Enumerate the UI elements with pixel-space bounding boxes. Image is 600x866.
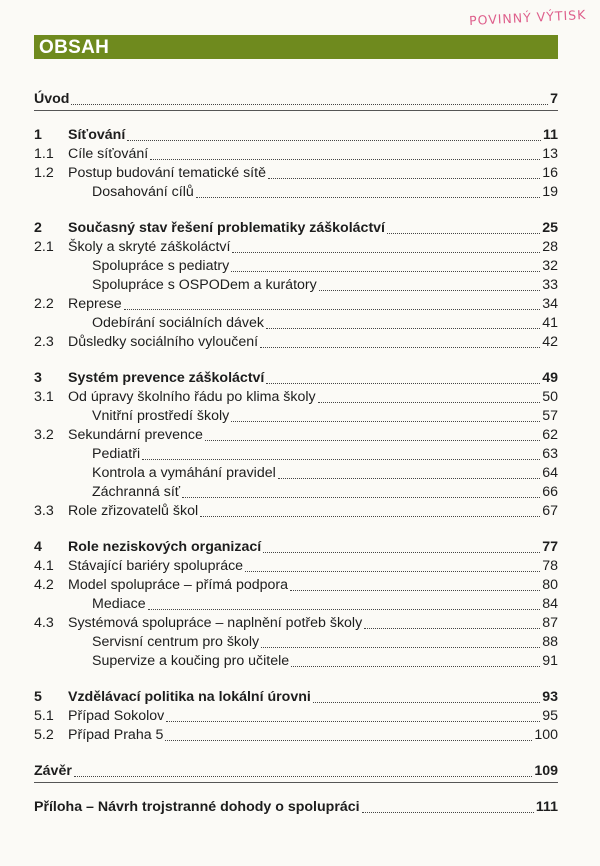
toc-page: 111 [535,799,558,815]
toc-title: Síťování [68,127,126,143]
toc-title: Případ Praha 5 [68,727,164,743]
toc-subentry[interactable] [34,633,558,652]
toc-page: 77 [542,539,558,555]
toc-title: Od úpravy školního řádu po klima školy [68,389,316,405]
toc-entry-4-3[interactable] [34,614,558,633]
toc-title: Vnitřní prostředí školy [92,408,230,424]
toc-entry-zaver[interactable] [34,762,558,781]
toc-title: Vzdělávací politika na lokální úrovni [68,689,311,705]
toc-page: 64 [542,465,558,481]
leader-dots [291,666,540,667]
leader-dots [318,402,541,403]
toc-subentry[interactable] [34,276,558,295]
toc-number: 4 [34,539,42,555]
toc-page: 93 [542,689,558,705]
toc-entry-3-3[interactable] [34,502,558,521]
toc-title: Mediace [92,596,146,612]
leader-dots [290,590,540,591]
toc-title: Současný stav řešení problematiky záškoláctví [68,220,386,236]
toc-page: 78 [542,558,558,574]
toc-number: 3.3 [34,503,54,519]
contents-title: OBSAH [39,37,110,58]
toc-page: 28 [542,239,558,255]
toc-page: 11 [543,127,558,143]
toc-title: Sekundární prevence [68,427,203,443]
table-of-contents [34,90,558,817]
toc-entry-2-3[interactable] [34,333,558,352]
toc-page: 33 [542,277,558,293]
toc-entry-chapter-5[interactable] [34,688,558,707]
toc-subentry[interactable] [34,257,558,276]
leader-dots [127,140,541,141]
toc-entry-2-1[interactable] [34,238,558,257]
toc-page: 57 [542,408,558,424]
leader-dots [200,516,540,517]
toc-entry-chapter-1[interactable] [34,126,558,145]
toc-page: 49 [542,370,558,386]
toc-subentry[interactable] [34,183,558,202]
toc-title: Školy a skryté záškoláctví [68,239,231,255]
toc-page: 7 [550,91,558,107]
leader-dots [362,812,534,813]
toc-number: 4.2 [34,577,54,593]
toc-entry-5-2[interactable] [34,726,558,745]
leader-dots [319,290,540,291]
leader-dots [261,647,540,648]
leader-dots [387,233,540,234]
toc-number: 5.1 [34,708,54,724]
toc-title: Systém prevence záškoláctví [68,370,265,386]
toc-title: Pediatři [92,446,141,462]
leader-dots [278,478,540,479]
toc-entry-uvod[interactable] [34,90,558,109]
toc-title: Spolupráce s pediatry [92,258,230,274]
toc-entry-1-2[interactable] [34,164,558,183]
toc-page: 42 [542,334,558,350]
toc-page: 95 [542,708,558,724]
toc-page: 34 [542,296,558,312]
toc-title: Spolupráce s OSPODem a kurátory [92,277,317,293]
toc-number: 4.1 [34,558,54,574]
toc-page: 80 [542,577,558,593]
toc-title: Důsledky sociálního vyloučení [68,334,259,350]
toc-number: 4.3 [34,615,54,631]
toc-title: Systémová spolupráce – naplnění potřeb školy [68,615,363,631]
toc-number: 3 [34,370,42,386]
toc-entry-4-1[interactable] [34,557,558,576]
toc-page: 91 [542,653,558,669]
toc-page: 87 [542,615,558,631]
toc-page: 19 [542,184,558,200]
toc-number: 2.1 [34,239,54,255]
leader-dots [231,421,540,422]
toc-subentry[interactable] [34,652,558,671]
toc-entry-priloha[interactable] [34,798,558,817]
leader-dots [205,440,540,441]
stamp: POVINNÝ VÝTISK [468,6,587,29]
toc-title: Cíle síťování [68,146,149,162]
toc-page: 100 [534,727,558,743]
toc-page: 67 [542,503,558,519]
leader-dots [263,552,540,553]
contents-header [34,35,558,59]
toc-title: Role zřizovatelů škol [68,503,199,519]
toc-title: Dosahování cílů [92,184,194,200]
toc-entry-3-2[interactable] [34,426,558,445]
leader-dots [266,383,540,384]
toc-page: 62 [542,427,558,443]
divider [34,782,558,783]
toc-title: Servisní centrum pro školy [92,634,260,650]
leader-dots [71,104,548,105]
toc-page: 41 [542,315,558,331]
toc-entry-2-2[interactable] [34,295,558,314]
leader-dots [232,252,540,253]
toc-entry-chapter-4[interactable] [34,538,558,557]
toc-title: Stávající bariéry spolupráce [68,558,244,574]
leader-dots [124,309,541,310]
toc-title: Příloha – Návrh trojstranné dohody o spolupráci [34,799,360,815]
toc-title: Závěr [34,763,72,779]
toc-subentry[interactable] [34,483,558,502]
toc-entry-1-1[interactable] [34,145,558,164]
leader-dots [196,197,540,198]
toc-subentry[interactable] [34,445,558,464]
toc-entry-5-1[interactable] [34,707,558,726]
toc-page: 109 [534,763,558,779]
leader-dots [182,497,540,498]
divider [34,110,558,111]
toc-number: 3.1 [34,389,54,405]
toc-title: Postup budování tematické sítě [68,165,266,181]
toc-title: Role neziskových organizací [68,539,262,555]
toc-number: 3.2 [34,427,54,443]
toc-title: Supervize a koučing pro učitele [92,653,290,669]
toc-entry-4-2[interactable] [34,576,558,595]
toc-number: 2.2 [34,296,54,312]
toc-subentry[interactable] [34,464,558,483]
toc-page: 50 [542,389,558,405]
toc-title: Úvod [34,91,70,107]
toc-number: 5 [34,689,42,705]
leader-dots [165,740,532,741]
toc-subentry[interactable] [34,314,558,333]
toc-page: 32 [542,258,558,274]
leader-dots [74,776,532,777]
leader-dots [266,328,540,329]
toc-entry-chapter-3[interactable] [34,369,558,388]
leader-dots [260,347,540,348]
toc-title: Záchranná síť [92,484,181,500]
toc-subentry[interactable] [34,407,558,426]
toc-title: Případ Sokolov [68,708,165,724]
toc-number: 5.2 [34,727,54,743]
toc-title: Odebírání sociálních dávek [92,315,264,331]
leader-dots [313,702,540,703]
toc-page: 63 [542,446,558,462]
toc-entry-3-1[interactable] [34,388,558,407]
toc-number: 1 [34,127,42,143]
leader-dots [150,159,540,160]
toc-page: 88 [542,634,558,650]
leader-dots [148,609,541,610]
toc-number: 2 [34,220,42,236]
toc-number: 1.1 [34,146,54,162]
leader-dots [245,571,540,572]
toc-title: Kontrola a vymáhání pravidel [92,465,276,481]
toc-page: 13 [542,146,558,162]
leader-dots [364,628,540,629]
toc-number: 1.2 [34,165,54,181]
toc-page: 25 [542,220,558,236]
toc-number: 2.3 [34,334,54,350]
leader-dots [166,721,540,722]
toc-title: Model spolupráce – přímá podpora [68,577,289,593]
leader-dots [268,178,540,179]
toc-entry-chapter-2[interactable] [34,219,558,238]
toc-subentry[interactable] [34,595,558,614]
toc-page: 66 [542,484,558,500]
toc-page: 84 [542,596,558,612]
leader-dots [142,459,540,460]
leader-dots [231,271,540,272]
toc-title: Represe [68,296,122,312]
toc-page: 16 [542,165,558,181]
